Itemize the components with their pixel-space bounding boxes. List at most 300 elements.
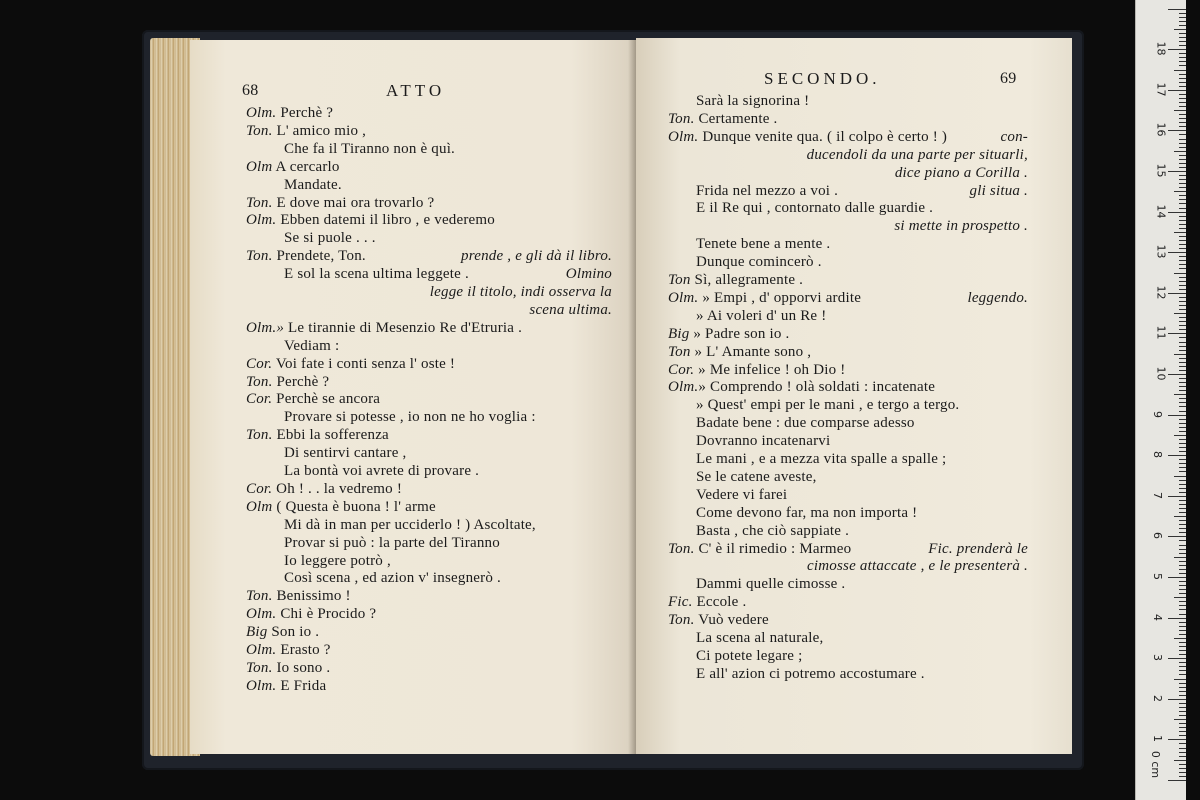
dialogue-text: Così scena , ed azion v' insegnerò . [284,570,501,587]
ruler-tick [1168,293,1186,294]
ruler-tick [1179,61,1186,62]
text-line [284,552,391,570]
ruler-tick [1179,301,1186,302]
ruler-tick [1179,362,1186,363]
ruler-tick [1168,130,1186,131]
ruler-label: 17 [1154,82,1168,97]
dialogue-text: Provare si potesse , io non ne ho voglia : [284,409,536,426]
ruler-tick [1179,53,1186,54]
ruler-tick [1174,151,1186,152]
ruler-tick [1168,333,1186,334]
ruler-tick [1179,666,1186,667]
text-line [284,140,455,158]
ruler-tick [1179,715,1186,716]
dialogue-text: E Frida [276,677,327,694]
ruler-tick [1179,569,1186,570]
dialogue-text: E sol la scena ultima leggete . [284,266,469,283]
text-line [246,498,436,516]
ruler-tick [1179,743,1186,744]
speaker-label: Ton. [668,110,695,127]
ruler-tick [1179,480,1186,481]
right-page [636,38,1072,754]
ruler-tick [1179,609,1186,610]
ruler-label: 0 cm [1149,750,1163,779]
text-line [696,182,838,200]
dialogue-text: Se le catene aveste, [696,468,817,485]
ruler-tick [1179,203,1186,204]
dialogue-text: Oh ! . . la vedremo ! [272,480,403,497]
speaker-label: Olm [246,158,273,175]
speaker-label: Ton. [246,194,273,211]
dialogue-text: C' è il rimedio : Marmeo [694,540,852,557]
ruler-tick [1174,273,1186,274]
text-line [668,128,947,146]
dialogue-text: Frida nel mezzo a voi . [696,182,839,199]
ruler-tick [1179,561,1186,562]
ruler-tick [1168,374,1186,375]
ruler-tick [1168,49,1186,50]
dialogue-text: Dammi quelle cimosse . [696,576,846,593]
text-line [668,593,746,611]
ruler-tick [1179,411,1186,412]
ruler-tick [1179,289,1186,290]
text-line [246,641,331,659]
ruler-tick [1174,394,1186,395]
ruler-tick [1179,220,1186,221]
dialogue-text: Se si puole . . . [284,230,376,247]
ruler-tick [1168,577,1186,578]
ruler-tick [1179,350,1186,351]
dialogue-text: » L' Amante sono , [690,343,812,360]
ruler-tick [1179,78,1186,79]
ruler-tick [1174,29,1186,30]
dialogue-text: Dunque comincerò . [696,254,822,271]
ruler-tick [1179,398,1186,399]
dialogue-text: Certamente . [694,110,778,127]
ruler-tick [1168,699,1186,700]
speaker-label: Cor. [246,480,273,497]
ruler-tick [1179,488,1186,489]
ruler-tick [1179,691,1186,692]
ruler-tick [1168,780,1186,781]
speaker-label: Ton [668,272,691,288]
dialogue-text: E all' azion ci potremo accostumare . [696,665,925,682]
ruler-label: 12 [1154,285,1168,300]
text-line [284,176,342,194]
dialogue-text: » Me infelice ! oh Dio ! [694,361,846,378]
ruler-tick [1179,406,1186,407]
ruler-tick [1168,212,1186,213]
ruler-tick [1179,45,1186,46]
ruler-tick [1179,155,1186,156]
speaker-label: Cor. [246,355,273,372]
ruler-tick [1179,748,1186,749]
text-line [696,307,826,325]
dialogue-text: Vedere vi farei [696,486,788,503]
ruler-tick [1179,337,1186,338]
ruler-tick [1179,524,1186,525]
text-line [696,253,822,271]
ruler-tick [1179,98,1186,99]
ruler-tick [1179,126,1186,127]
dialogue-text: Sarà la signorina ! [696,93,810,109]
text-line [284,462,479,480]
ruler-tick [1179,459,1186,460]
ruler-tick [1179,768,1186,769]
ruler-tick [1179,756,1186,757]
ruler-tick [1179,500,1186,501]
ruler-tick [1179,447,1186,448]
ruler-tick [1179,654,1186,655]
dialogue-text: Badate bene : due comparse adesso [696,415,915,432]
stage-direction: legge il titolo, indi osserva la [429,284,612,300]
ruler-tick [1179,703,1186,704]
text-line [668,289,861,307]
speaker-label: Olm. [246,606,277,623]
stage-direction: dice piano a Corilla . [894,164,1028,181]
ruler-tick [1168,9,1186,10]
dialogue-text: Prendete, Ton. [272,248,366,265]
ruler-tick [1174,597,1186,598]
ruler-tick [1179,553,1186,554]
ruler-tick [1179,163,1186,164]
ruler-tick [1179,390,1186,391]
ruler-tick [1179,601,1186,602]
dialogue-text: Vediam : [284,337,340,354]
ruler-label: 9 [1151,410,1164,418]
dialogue-text: Di sentirvi cantare , [284,445,407,462]
dialogue-text: Dovranno incatenarvi [696,433,831,450]
text-line [668,110,778,128]
stage-direction: gli situa . [969,182,1028,199]
ruler-tick [1179,581,1186,582]
dialogue-text: Dunque venite qua. ( il colpo è certo ! ) [698,128,948,145]
speaker-label: Olm. [668,289,699,306]
dialogue-text: A cercarlo [272,158,340,175]
ruler-tick [1179,74,1186,75]
ruler-tick [1179,630,1186,631]
ruler-tick [1179,386,1186,387]
ruler-tick [1179,195,1186,196]
ruler-tick [1179,13,1186,14]
dialogue-text: Io leggere potrò , [284,552,391,569]
ruler-tick [1179,309,1186,310]
ruler-tick [1179,21,1186,22]
speaker-label: Ton. [668,540,695,557]
ruler-tick [1168,252,1186,253]
dialogue-text: Erasto ? [276,642,331,658]
ruler-tick [1179,735,1186,736]
text-line [246,355,455,373]
dialogue-text: Che fa il Tiranno non è quì. [284,140,456,157]
dialogue-text: La scena al naturale, [696,630,824,646]
ruler-tick [1179,711,1186,712]
ruler-tick [1179,102,1186,103]
text-line [246,319,522,337]
text-line [696,92,809,110]
ruler-tick [1179,183,1186,184]
speaker-label: Big [246,624,268,641]
ruler-tick [1179,431,1186,432]
dialogue-text: Basta , che ciò sappiate . [696,522,850,539]
left-page [190,40,638,754]
ruler-tick [1179,329,1186,330]
ruler-tick [1179,731,1186,732]
text-line [696,450,946,468]
ruler-tick [1179,439,1186,440]
ruler-tick [1179,707,1186,708]
ruler-tick [1179,378,1186,379]
ruler-tick [1179,147,1186,148]
speaker-label: Big [668,325,690,342]
ruler-tick [1179,256,1186,257]
ruler-tick [1179,695,1186,696]
speaker-label: Olm. [246,642,277,658]
ruler-tick [1174,638,1186,639]
text-line [284,229,376,247]
text-line [246,605,376,623]
ruler-tick [1179,662,1186,663]
ruler-tick [1179,224,1186,225]
text-line [284,569,501,587]
stage-direction: scena ultima. [529,301,612,318]
ruler-tick [1179,297,1186,298]
ruler-tick [1179,402,1186,403]
dialogue-text: Come devono far, ma non importa ! [696,504,918,521]
ruler-tick [1179,325,1186,326]
ruler-tick [1179,199,1186,200]
ruler-tick [1179,772,1186,773]
text-line [284,444,407,462]
text-line [668,378,935,396]
dialogue-text: Perchè ? [276,105,334,121]
ruler-tick [1179,626,1186,627]
text-line [246,211,495,229]
ruler-tick [1179,504,1186,505]
ruler-tick [1174,110,1186,111]
ruler-tick [1174,354,1186,355]
dialogue-text: Ebben datemi il libro , e vederemo [276,212,495,229]
ruler-tick [1179,764,1186,765]
ruler-tick [1179,727,1186,728]
ruler-tick [1179,86,1186,87]
ruler-tick [1179,321,1186,322]
ruler-tick [1179,94,1186,95]
ruler-tick [1179,285,1186,286]
measuring-ruler [1135,0,1186,800]
ruler-tick [1179,305,1186,306]
ruler-label: 10 [1154,366,1168,381]
speaker-label: Ton. [246,122,273,139]
ruler-tick [1179,159,1186,160]
speaker-label: Cor. [246,391,273,408]
dialogue-text: Ci potete legare ; [696,647,803,664]
dialogue-text: Mandate. [284,176,342,193]
text-line [246,390,380,408]
text-line [668,325,790,343]
ruler-tick [1179,508,1186,509]
text-line [246,677,326,695]
ruler-tick [1179,573,1186,574]
ruler-tick [1179,532,1186,533]
text-line [246,623,319,641]
ruler-tick [1179,585,1186,586]
ruler-tick [1179,179,1186,180]
text-line [246,659,330,677]
text-line [696,504,917,522]
ruler-tick [1174,516,1186,517]
ruler-tick [1179,443,1186,444]
text-line [696,396,959,414]
ruler-tick [1179,342,1186,343]
ruler-tick [1174,557,1186,558]
ruler-tick [1179,17,1186,18]
speaker-label: Ton. [246,588,273,605]
ruler-label: 13 [1154,244,1168,259]
text-line [668,343,811,361]
ruler-tick [1179,549,1186,550]
speaker-label: Olm.» [246,319,285,336]
ruler-label: 11 [1154,325,1168,340]
ruler-tick [1179,277,1186,278]
text-line [696,629,823,647]
ruler-label: 8 [1151,451,1164,459]
ruler-tick [1179,622,1186,623]
ruler-tick [1179,593,1186,594]
ruler-tick [1179,614,1186,615]
text-line [284,408,536,426]
ruler-tick [1179,471,1186,472]
ruler-tick [1179,683,1186,684]
ruler-tick [1168,618,1186,619]
ruler-tick [1179,167,1186,168]
ruler-tick [1168,658,1186,659]
ruler-tick [1179,57,1186,58]
ruler-tick [1179,244,1186,245]
ruler-tick [1179,467,1186,468]
ruler-tick [1179,139,1186,140]
stage-direction: Olmino [565,266,612,283]
ruler-tick [1179,216,1186,217]
ruler-tick [1179,512,1186,513]
ruler-tick [1174,191,1186,192]
ruler-tick [1174,435,1186,436]
ruler-tick [1168,415,1186,416]
text-line [696,414,915,432]
ruler-tick [1168,739,1186,740]
text-line [246,247,366,265]
ruler-label: 18 [1154,41,1168,56]
text-line [284,534,500,552]
ruler-label: 5 [1151,573,1164,580]
ruler-label: 7 [1151,491,1164,499]
dialogue-text: Provar si può : la parte del Tiranno [284,534,500,551]
ruler-tick [1179,419,1186,420]
ruler-tick [1179,248,1186,249]
ruler-tick [1174,313,1186,314]
dialogue-text: E il Re qui , contornato dalle guardie . [696,200,934,217]
text-line [696,575,845,593]
dialogue-text: Le tirannie di Mesenzio Re d'Etruria . [284,319,523,336]
speaker-label: Ton [668,343,691,360]
ruler-tick [1179,723,1186,724]
ruler-tick [1168,171,1186,172]
ruler-tick [1168,455,1186,456]
dialogue-text: Le mani , e a mezza vita spalle a spalle ; [696,451,947,467]
text-line [696,432,830,450]
text-line [246,104,333,122]
ruler-tick [1179,528,1186,529]
text-line [246,122,366,140]
ruler-tick [1174,719,1186,720]
text-line [246,158,340,176]
ruler-label: 14 [1154,204,1168,219]
ruler-tick [1179,236,1186,237]
dialogue-text: Perchè ? [272,373,330,390]
text-line [696,647,802,665]
dialogue-text: L' amico mio , [272,122,367,139]
speaker-label: Olm. [246,677,277,694]
text-line [696,199,933,217]
dialogue-text: ( Questa è buona ! l' arme [272,498,436,515]
ruler-tick [1179,33,1186,34]
text-line [284,337,339,355]
speaker-label: Olm [246,498,273,515]
speaker-label: Olm. [668,128,699,145]
ruler-tick [1179,134,1186,135]
ruler-tick [1179,187,1186,188]
ruler-label: 3 [1151,654,1164,662]
ruler-tick [1179,268,1186,269]
speaker-label: Olm. [668,379,699,396]
ruler-tick [1179,281,1186,282]
running-head-left: ATTO [386,81,446,100]
text-line [696,486,787,504]
ruler-label: 4 [1151,613,1164,621]
ruler-tick [1179,228,1186,229]
ruler-tick [1179,670,1186,671]
ruler-tick [1179,752,1186,753]
dialogue-text: » Ai voleri d' un Re ! [696,307,827,324]
ruler-tick [1179,634,1186,635]
ruler-tick [1179,687,1186,688]
ruler-tick [1179,484,1186,485]
dialogue-text: Chi è Procido ? [276,606,377,623]
stage-direction: prende , e gli dà il libro. [461,248,612,265]
dialogue-text: Benissimo ! [272,588,351,605]
ruler-label: 15 [1154,163,1168,178]
dialogue-text: Perchè se ancora [272,391,381,408]
dialogue-text: Mi dà in man per ucciderlo ! ) Ascoltate, [284,516,536,533]
ruler-tick [1179,545,1186,546]
ruler-tick [1179,776,1186,777]
dialogue-text: Vuò vedere [694,612,769,629]
ruler-tick [1179,122,1186,123]
text-line [246,480,402,498]
ruler-tick [1179,589,1186,590]
ruler-tick [1179,492,1186,493]
ruler-tick [1179,358,1186,359]
dialogue-text: Tenete bene a mente . [696,236,831,253]
ruler-tick [1179,366,1186,367]
speaker-label: Ton. [668,612,695,629]
speaker-label: Ton. [246,248,273,265]
ruler-label: 16 [1154,122,1168,137]
ruler-tick [1174,760,1186,761]
speaker-label: Cor. [668,361,695,378]
running-head-right: SECONDO. [764,69,881,88]
text-line [284,265,469,283]
